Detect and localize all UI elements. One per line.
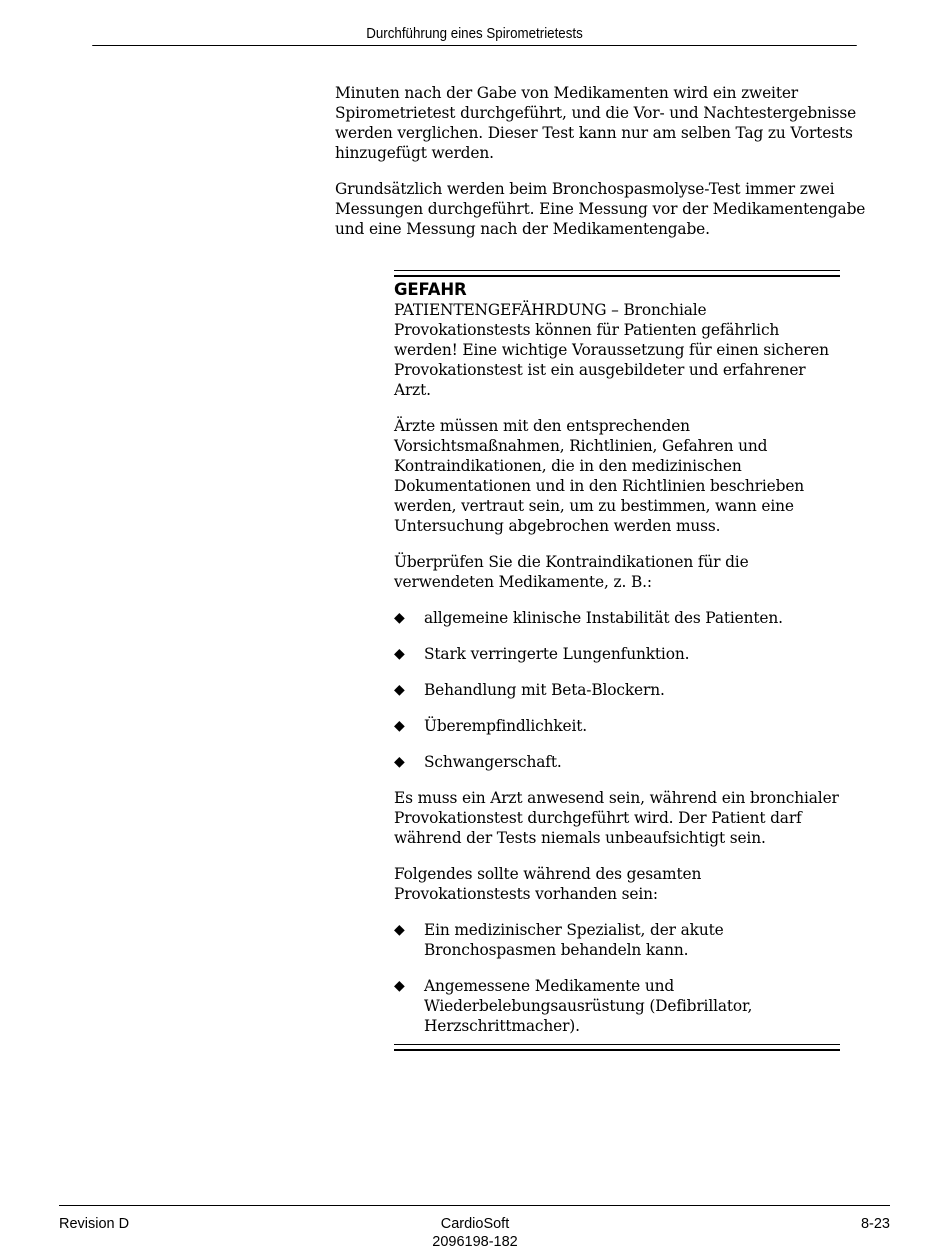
diamond-bullet-icon: ◆ [394, 718, 405, 734]
diamond-bullet-icon: ◆ [394, 682, 405, 698]
warning-bottom-rule [394, 1044, 840, 1051]
warning-top-rule [394, 270, 840, 277]
intro-section [335, 83, 895, 255]
diamond-bullet-icon: ◆ [394, 646, 405, 662]
required-equipment-list [394, 920, 840, 1036]
contraindication-list [394, 608, 840, 772]
list-item [394, 752, 840, 772]
warning-paragraph: Überprüfen Sie die Kontraindikationen für die verwendeten Medikamente, z. B.: [394, 553, 749, 591]
footer-revision: Revision D [59, 1216, 130, 1232]
footer-page-number: 8-23 [860, 1216, 890, 1232]
warning-paragraph: PATIENTENGEFÄHRDUNG – Bronchiale Provokationstests können für Patienten gefährlich werden! Eine wichtige Voraussetzung für einen sicheren Provokationstest ist ein ausgebildeter und erfahrener Arzt. [394, 301, 829, 399]
footer-part-number: 2096198-182 [432, 1234, 518, 1250]
list-item-text: allgemeine klinische Instabilität des Patienten. [424, 609, 783, 627]
list-item [394, 608, 840, 628]
list-item-text: Behandlung mit Beta-Blockern. [424, 681, 665, 699]
list-item-text: Stark verringerte Lungenfunktion. [424, 645, 690, 663]
footer-product [375, 1215, 575, 1251]
running-header: Durchführung eines Spirometrietests [92, 24, 857, 46]
warning-title: GEFAHR [394, 280, 467, 299]
list-item [394, 920, 840, 960]
list-item-text: Schwangerschaft. [424, 753, 562, 771]
diamond-bullet-icon: ◆ [394, 922, 405, 938]
diamond-bullet-icon: ◆ [394, 754, 405, 770]
list-item-text: Überempfindlichkeit. [424, 717, 588, 735]
footer-rule [59, 1205, 890, 1206]
warning-paragraph: Folgendes sollte während des gesamten Provokationstests vorhanden sein: [394, 865, 702, 903]
list-item-text: Angemessene Medikamente und Wiederbelebungsausrüstung (Defibrillator, Herzschrittmacher). [424, 977, 753, 1035]
diamond-bullet-icon: ◆ [394, 610, 405, 626]
warning-paragraph: Es muss ein Arzt anwesend sein, während ein bronchialer Provokationstest durchgeführt wird. Der Patient darf während der Tests niemals unbeaufsichtigt sein. [394, 789, 839, 847]
intro-paragraph: Minuten nach der Gabe von Medikamenten wird ein zweiter Spirometrietest durchgeführt, und die Vor- und Nachtestergebnisse werden verglichen. Dieser Test kann nur am selben Tag zu Vortests hinzugefügt werden. [335, 84, 857, 162]
list-item-text: Ein medizinischer Spezialist, der akute Bronchospasmen behandeln kann. [424, 921, 724, 959]
list-item [394, 680, 840, 700]
list-item [394, 716, 840, 736]
footer-product-name: CardioSoft [440, 1216, 510, 1232]
list-item [394, 644, 840, 664]
diamond-bullet-icon: ◆ [394, 978, 405, 994]
intro-paragraph: Grundsätzlich werden beim Bronchospasmolyse-Test immer zwei Messungen durchgeführt. Eine Messung vor der Medikamentengabe und eine Messung nach der Medikamentengabe. [335, 180, 866, 238]
danger-warning-box [394, 270, 840, 1051]
list-item [394, 976, 840, 1036]
warning-paragraph: Ärzte müssen mit den entsprechenden Vorsichtsmaßnahmen, Richtlinien, Gefahren und Kontraindikationen, die in den medizinischen Dokumentationen und in den Richtlinien beschrieben werden, vertraut sein, um zu bestimmen, wann eine Untersuchung abgebrochen werden muss. [394, 417, 805, 535]
